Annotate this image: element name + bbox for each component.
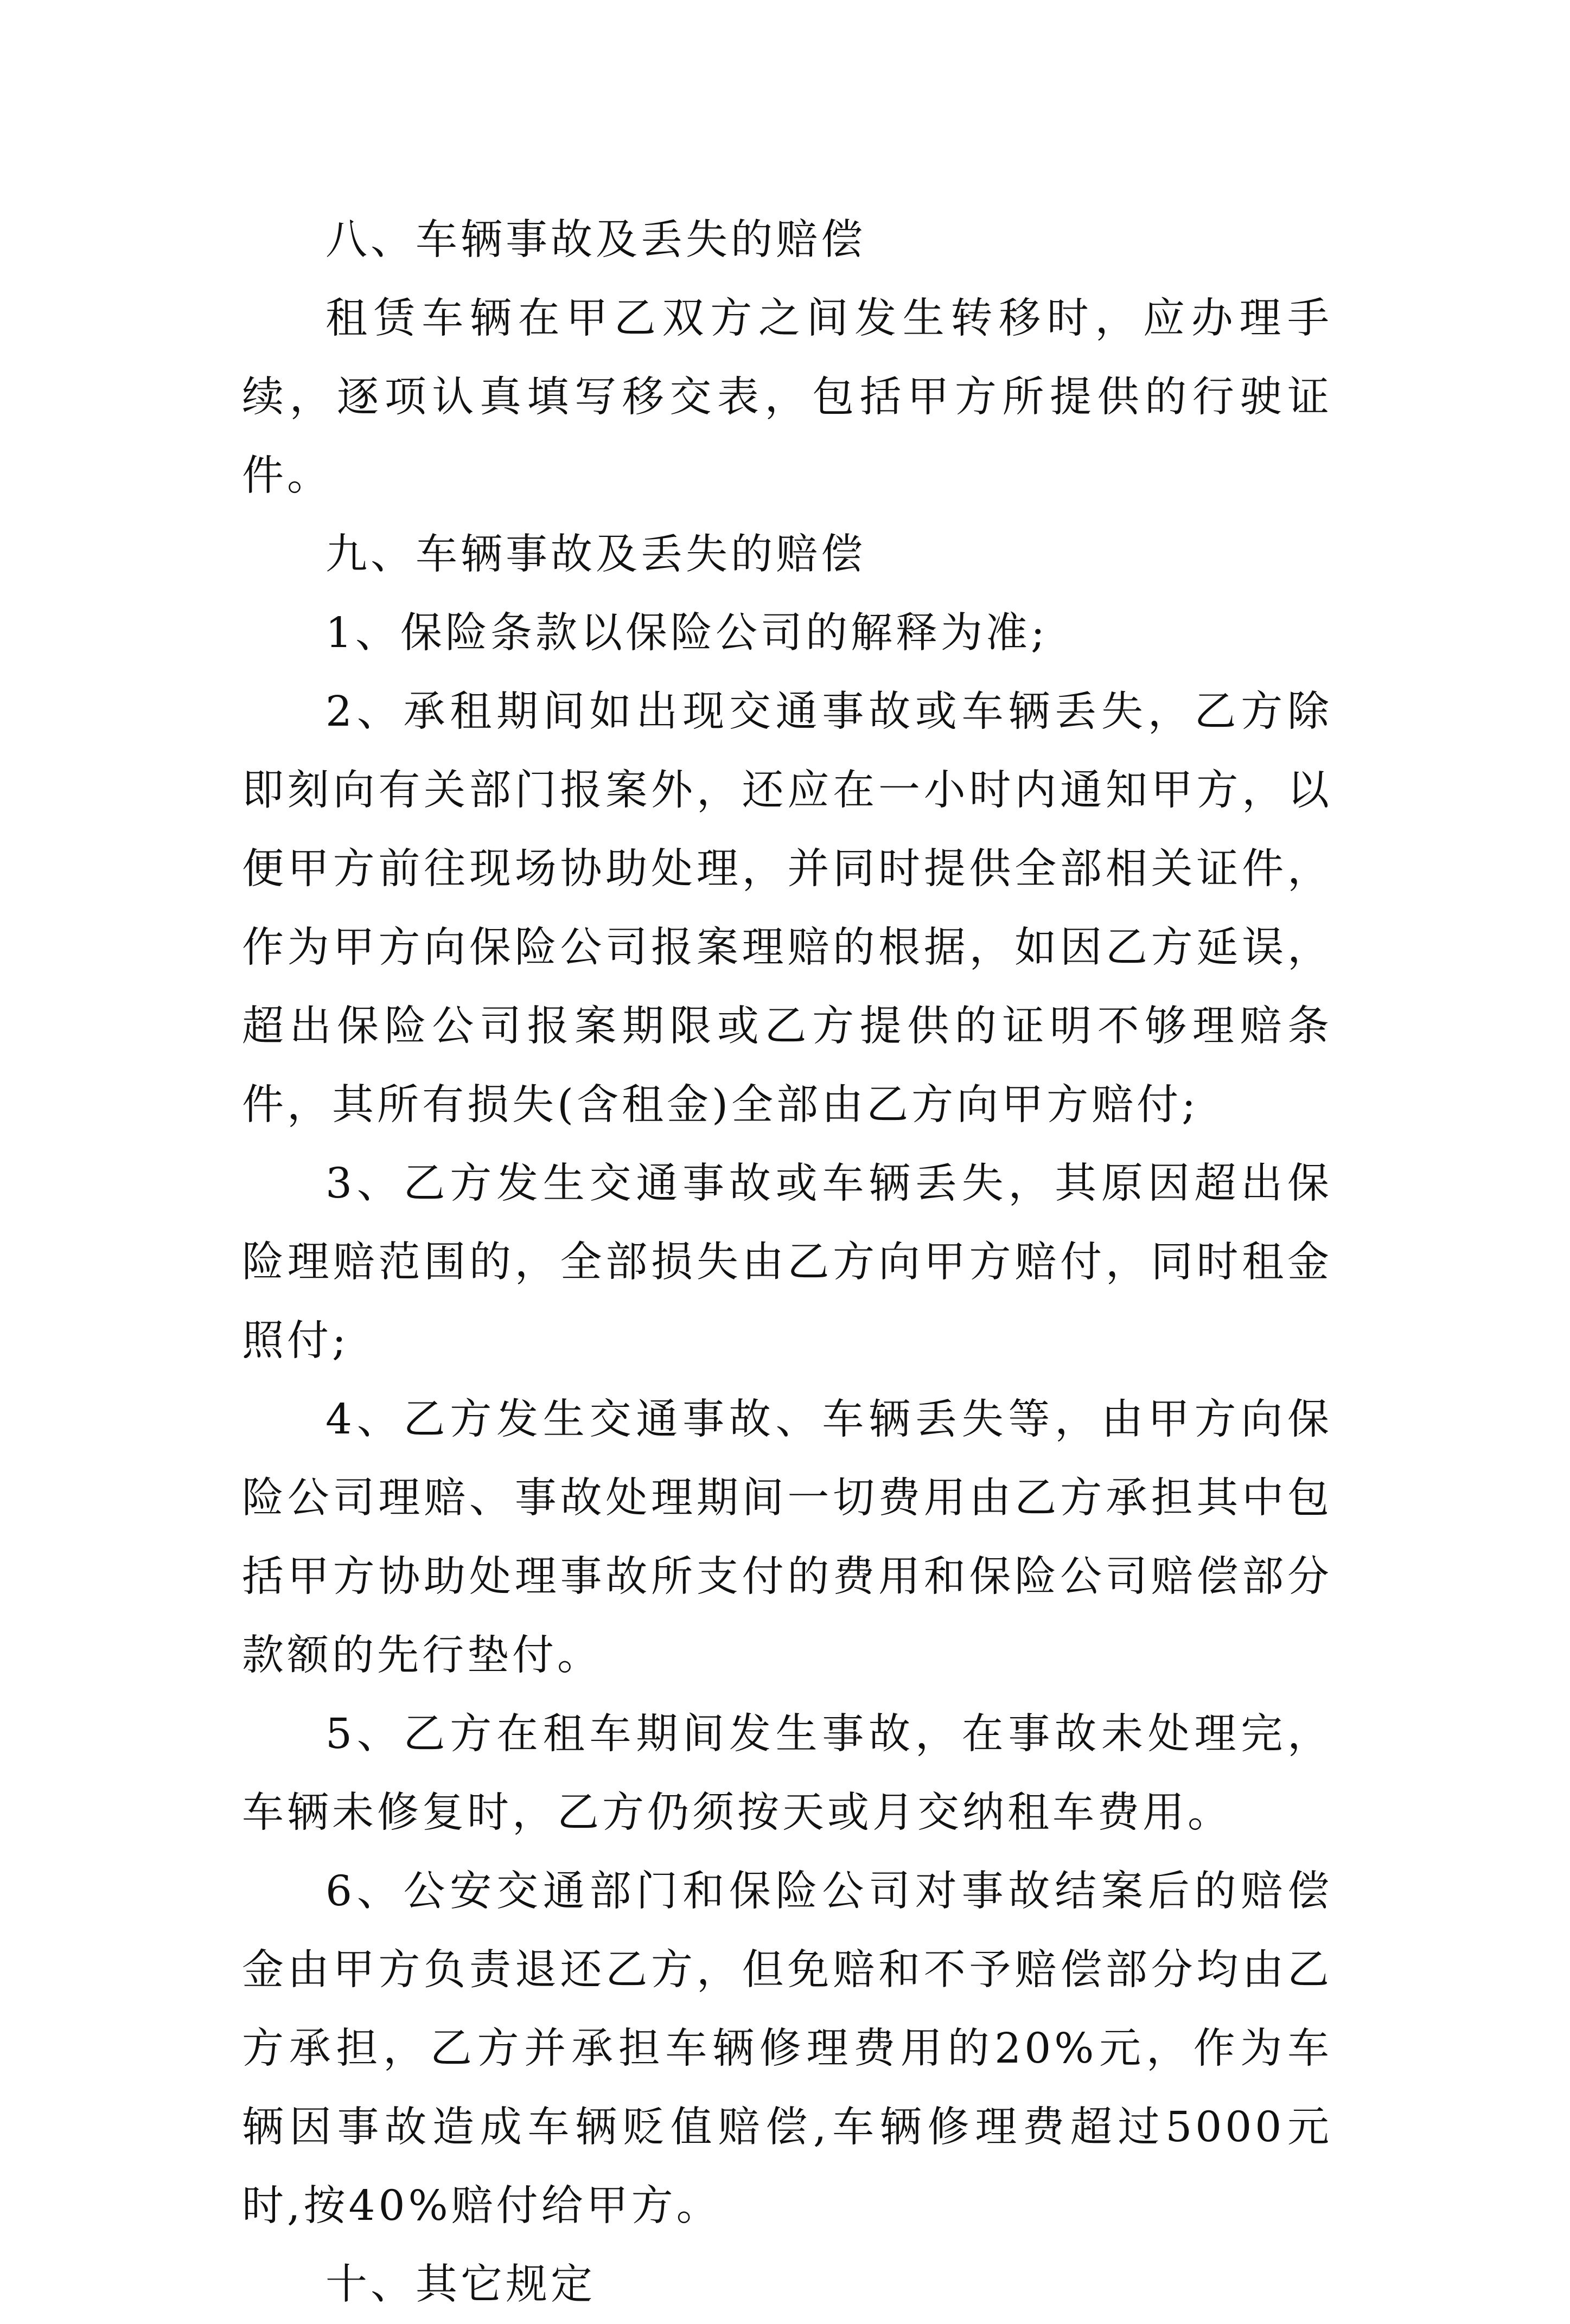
section-heading-8: 八、车辆事故及丢失的赔偿 xyxy=(326,216,866,264)
clause-3: 3、乙方发生交通事故或车辆丢失，其原因超出保险理赔范围的，全部损失由乙方向甲方赔付，同时租金照付; xyxy=(242,1160,1332,1365)
section-heading-10: 十、其它规定 xyxy=(326,2261,596,2309)
clause-4: 4、乙方发生交通事故、车辆丢失等，由甲方向保险公司理赔、事故处理期间一切费用由乙方承担其中包括甲方协助处理事故所支付的费用和保险公司赔偿部分款额的先行垫付。 xyxy=(242,1395,1332,1680)
section-heading-9: 九、车辆事故及丢失的赔偿 xyxy=(326,530,866,579)
clause-1: 1、保险条款以保险公司的解释为准; xyxy=(326,609,1048,657)
clause-6: 6、公安交通部门和保险公司对事故结案后的赔偿金由甲方负责退还乙方，但免赔和不予赔偿部分均由乙方承担，乙方并承担车辆修理费用的20%元，作为车辆因事故造成车辆贬值赔偿,车辆修理费超过5000元时,按40%赔付给甲方。 xyxy=(242,1867,1332,2230)
document-body xyxy=(242,201,1332,2324)
clause-2: 2、承租期间如出现交通事故或车辆丢失，乙方除即刻向有关部门报案外，还应在一小时内通知甲方，以便甲方前往现场协助处理，并同时提供全部相关证件，作为甲方向保险公司报案理赔的根据，如因乙方延误，超出保险公司报案期限或乙方提供的证明不够理赔条件，其所有损失(含租金)全部由乙方向甲方赔付; xyxy=(242,688,1332,1129)
paragraph-transfer-procedure: 租赁车辆在甲乙双方之间发生转移时，应办理手续，逐项认真填写移交表，包括甲方所提供的行驶证件。 xyxy=(242,294,1332,500)
clause-5: 5、乙方在租车期间发生事故，在事故未处理完，车辆未修复时，乙方仍须按天或月交纳租车费用。 xyxy=(242,1710,1332,1837)
